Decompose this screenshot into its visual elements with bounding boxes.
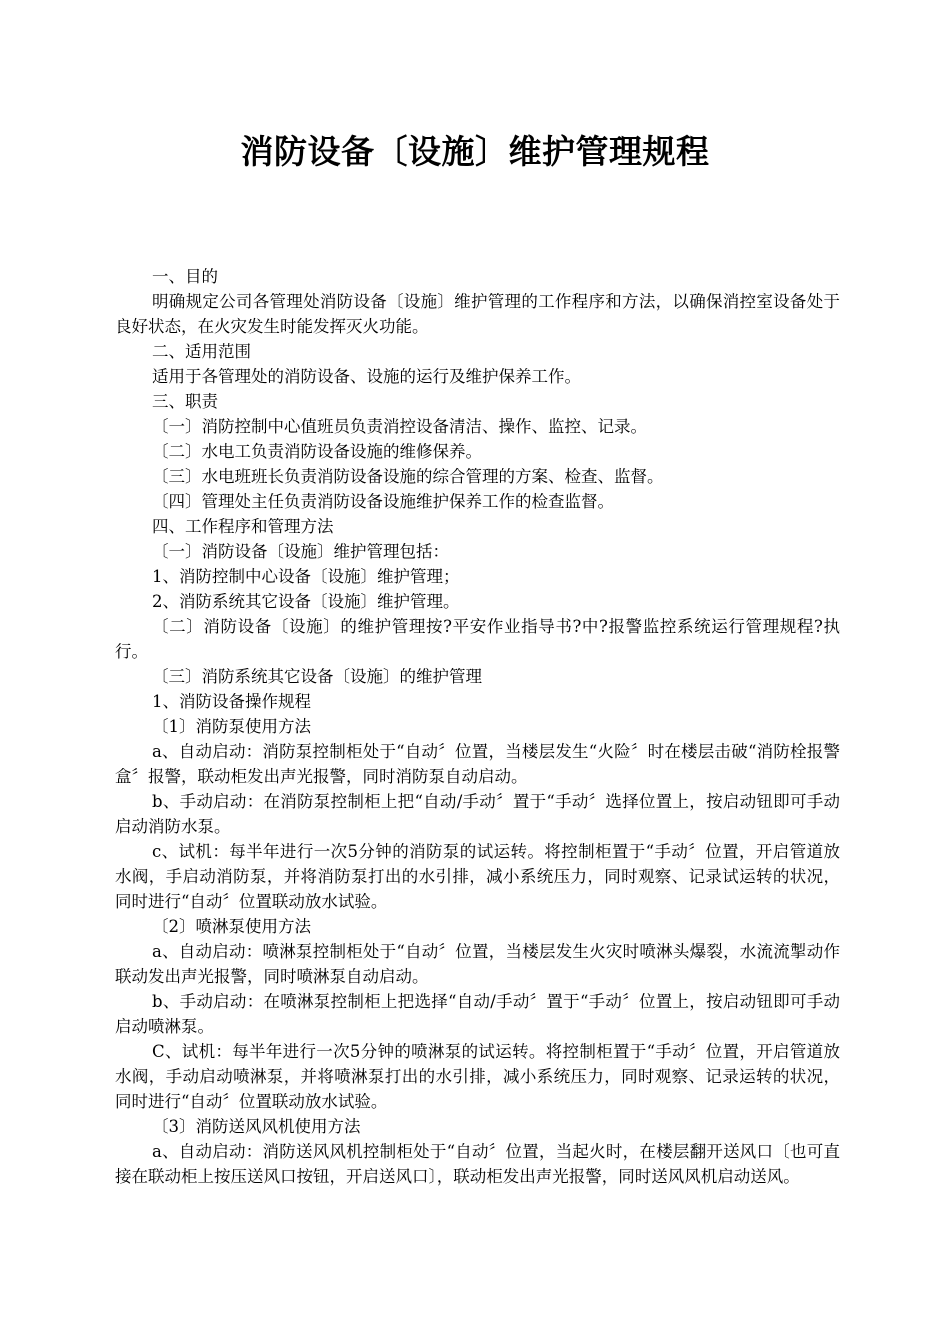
paragraph: a、自动启动：喷淋泵控制柜处于“自动〞位置，当楼层发生火灾时喷淋头爆裂，水流流掣动作联动发出声光报警，同时喷淋泵自动启动。 xyxy=(115,942,840,986)
subsection-heading: 〔2〕喷淋泵使用方法 xyxy=(152,917,311,936)
section-heading: 四、工作程序和管理方法 xyxy=(152,517,334,536)
paragraph: 明确规定公司各管理处消防设备〔设施〕维护管理的工作程序和方法，以确保消控室设备处于良好状态，在火灾发生时能发挥灭火功能。 xyxy=(115,292,840,336)
section-heading: 三、职责 xyxy=(152,392,218,411)
document-body xyxy=(115,264,840,1189)
paragraph: 适用于各管理处的消防设备、设施的运行及维护保养工作。 xyxy=(152,367,581,386)
subsection-heading: 〔1〕消防泵使用方法 xyxy=(152,717,311,736)
document-title: 消防设备〔设施〕维护管理规程 xyxy=(240,132,710,171)
list-item: 〔二〕水电工负责消防设备设施的维修保养。 xyxy=(152,442,482,461)
section-heading: 二、适用范围 xyxy=(152,342,251,361)
list-item: 〔一〕消防设备〔设施〕维护管理包括： xyxy=(152,542,449,561)
paragraph: a、自动启动：消防送风风机控制柜处于“自动〞位置，当起火时，在楼层翻开送风口〔也可直接在联动柜上按压送风口按钮，开启送风口〕，联动柜发出声光报警，同时送风风机启动送风。 xyxy=(115,1142,840,1186)
paragraph: a、自动启动：消防泵控制柜处于“自动〞位置，当楼层发生“火险〞时在楼层击破“消防栓报警盒〞报警，联动柜发出声光报警，同时消防泵自动启动。 xyxy=(115,742,840,786)
paragraph: b、手动启动：在消防泵控制柜上把“自动/手动〞置于“手动〞选择位置上，按启动钮即可手动启动消防水泵。 xyxy=(115,792,840,836)
list-item: 2、消防系统其它设备〔设施〕维护管理。 xyxy=(152,592,460,611)
list-item: 1、消防控制中心设备〔设施〕维护管理； xyxy=(152,567,460,586)
paragraph: c、试机：每半年进行一次5分钟的消防泵的试运转。将控制柜置于“手动〞位置，开启管道放水阀，手启动消防泵，并将消防泵打出的水引排，减小系统压力，同时观察、记录试运转的状况，同时进行“自动〞位置联动放水试验。 xyxy=(115,842,840,911)
list-item: 〔二〕消防设备〔设施〕的维护管理按?平安作业指导书?中?报警监控系统运行管理规程?执行。 xyxy=(115,617,840,661)
subsection-heading: 1、消防设备操作规程 xyxy=(152,692,311,711)
list-item: 〔四〕管理处主任负责消防设备设施维护保养工作的检查监督。 xyxy=(152,492,614,511)
list-item: 〔三〕水电班班长负责消防设备设施的综合管理的方案、检查、监督。 xyxy=(152,467,664,486)
subsection-heading: 〔3〕消防送风风机使用方法 xyxy=(152,1117,361,1136)
section-heading: 一、目的 xyxy=(152,267,218,286)
list-item: 〔一〕消防控制中心值班员负责消控设备清洁、操作、监控、记录。 xyxy=(152,417,647,436)
paragraph: b、手动启动：在喷淋泵控制柜上把选择“自动/手动〞置于“手动〞位置上，按启动钮即可手动启动喷淋泵。 xyxy=(115,992,840,1036)
list-item: 〔三〕消防系统其它设备〔设施〕的维护管理 xyxy=(152,667,482,686)
paragraph: C、试机：每半年进行一次5分钟的喷淋泵的试运转。将控制柜置于“手动〞位置，开启管道放水阀，手动启动喷淋泵，并将喷淋泵打出的水引排，减小系统压力，同时观察、记录运转的状况，同时进行“自动〞位置联动放水试验。 xyxy=(115,1042,840,1111)
